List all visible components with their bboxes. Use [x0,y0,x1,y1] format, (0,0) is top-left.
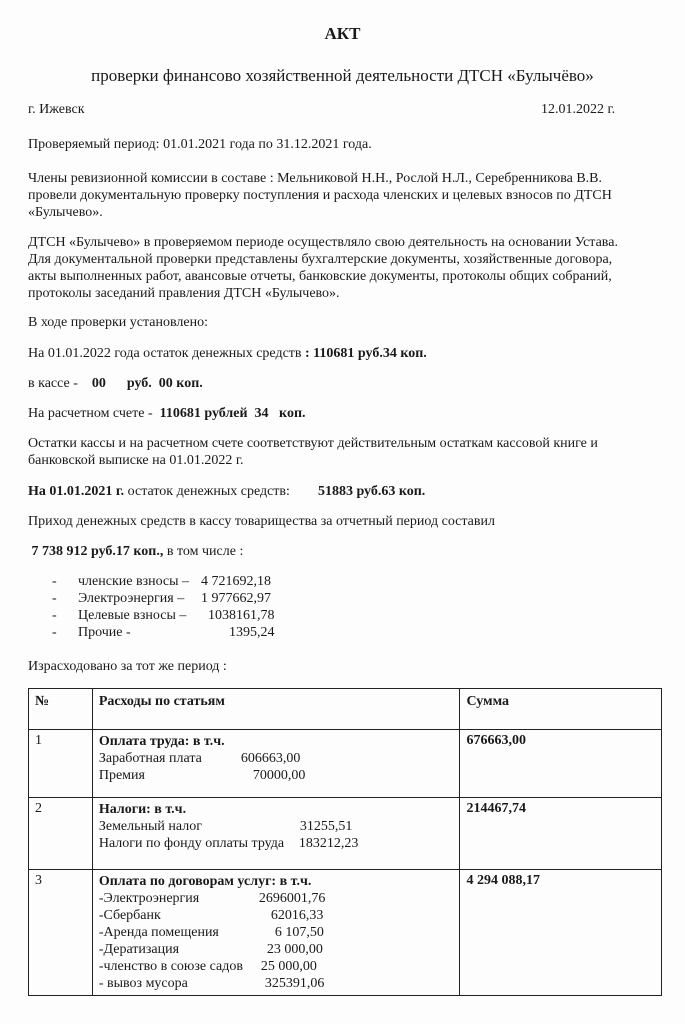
income-suffix: в том числе : [163,544,244,559]
start-value: 51883 руб.63 коп. [317,484,426,499]
row-item: - вывоз мусора 325391,06 [98,976,325,991]
basis-line: акты выполненных работ, авансовые отчеты, банковские документы, протоколы общих собраний, [28,269,612,284]
row-details [92,730,460,798]
row-item: Налоги по фонду оплаты труда 183212,23 [98,836,359,851]
period-paragraph: Проверяемый период: 01.01.2021 года по 31.12.2021 года. [28,137,372,152]
income-total-line [28,543,658,560]
start-balance-line [28,483,658,500]
row-sum: 4 294 088,17 [460,870,662,996]
document-date: 12.01.2022 г. [541,102,616,117]
spent-intro: Израсходовано за тот же период : [28,659,227,674]
balance-value: : 110681 руб.34 коп. [305,346,427,361]
balance-line [28,345,658,362]
row-item: -Электроэнергия 2696001,76 [98,891,326,906]
row-title: Налоги: в т.ч. [98,802,187,817]
start-date: На 01.01.2021 г. [28,484,125,499]
list-item: - Прочие - 1395,24 [52,625,275,640]
list-item: - Электроэнергия – 1 977662,97 [52,591,271,606]
list-item: - членские взносы – 4 721692,18 [52,574,271,589]
table-row [29,730,662,798]
row-title: Оплата по договорам услуг: в т.ч. [98,874,312,889]
column-header-number: № [29,689,93,730]
account-line [28,405,658,422]
commission-line: «Булычево». [28,205,103,220]
table-row [29,798,662,870]
column-header-sum: Сумма [460,689,662,730]
row-number: 2 [29,798,93,870]
row-sum: 676663,00 [460,730,662,798]
row-details [92,870,460,996]
basis-line: Для документальной проверки представлены бухгалтерские документы, хозяйственные договора, [28,252,613,267]
row-item: Земельный налог 31255,51 [98,819,353,834]
row-item: -Дератизация 23 000,00 [98,942,323,957]
list-item: - Целевые взносы – 1038161,78 [52,608,275,623]
cash-value: 00 руб. 00 коп. [91,376,203,391]
income-total: 7 738 912 руб.17 коп., [28,544,164,559]
row-item: -членство в союзе садов 25 000,00 [98,959,317,974]
match-line: Остатки кассы и на расчетном счете соответствуют действительным остаткам кассовой книге и [28,436,598,451]
basis-line: протоколы заседаний правления ДТСН «Булычево». [28,286,340,301]
city: г. Ижевск [28,102,85,117]
start-mid: остаток денежных средств: [124,484,318,499]
row-item: -Аренда помещения 6 107,50 [98,925,324,940]
commission-line: Члены ревизионной комиссии в составе : Мельниковой Н.Н., Рослой Н.Л., Серебренникова В.В. [28,171,603,186]
basis-paragraph [28,234,658,302]
expenses-table [28,688,662,996]
commission-paragraph [28,170,658,221]
account-value: 110681 рублей 34 коп. [159,406,306,421]
row-item: Премия 70000,00 [98,768,306,783]
row-sum: 214467,74 [460,798,662,870]
document-title: АКТ [324,24,361,43]
income-intro: Приход денежных средств в кассу товарищества за отчетный период составил [28,514,495,529]
column-header-items: Расходы по статьям [92,689,460,730]
row-details [92,798,460,870]
row-number: 3 [29,870,93,996]
table-header-row [29,689,662,730]
balance-prefix: На 01.01.2022 года остаток денежных средств [28,346,306,361]
match-paragraph [28,435,658,469]
row-title: Оплата труда: в т.ч. [98,734,225,749]
cash-prefix: в кассе - [28,376,92,391]
document-subtitle: проверки финансово хозяйственной деятельности ДТСН «Булычёво» [91,66,594,85]
basis-line: ДТСН «Булычево» в проверяемом периоде осуществляло свою деятельность на основании Устава. [28,235,618,250]
account-prefix: На расчетном счете - [28,406,160,421]
cash-line [28,375,658,392]
established-line: В ходе проверки установлено: [28,315,208,330]
table-row [29,870,662,996]
row-number: 1 [29,730,93,798]
income-list [52,573,275,641]
match-line: банковской выписке на 01.01.2022 г. [28,453,244,468]
row-item: Заработная плата 606663,00 [98,751,301,766]
row-item: -Сбербанк 62016,33 [98,908,324,923]
commission-line: провели документальную проверку поступления и расхода членских и целевых взносов по ДТСН [28,188,612,203]
